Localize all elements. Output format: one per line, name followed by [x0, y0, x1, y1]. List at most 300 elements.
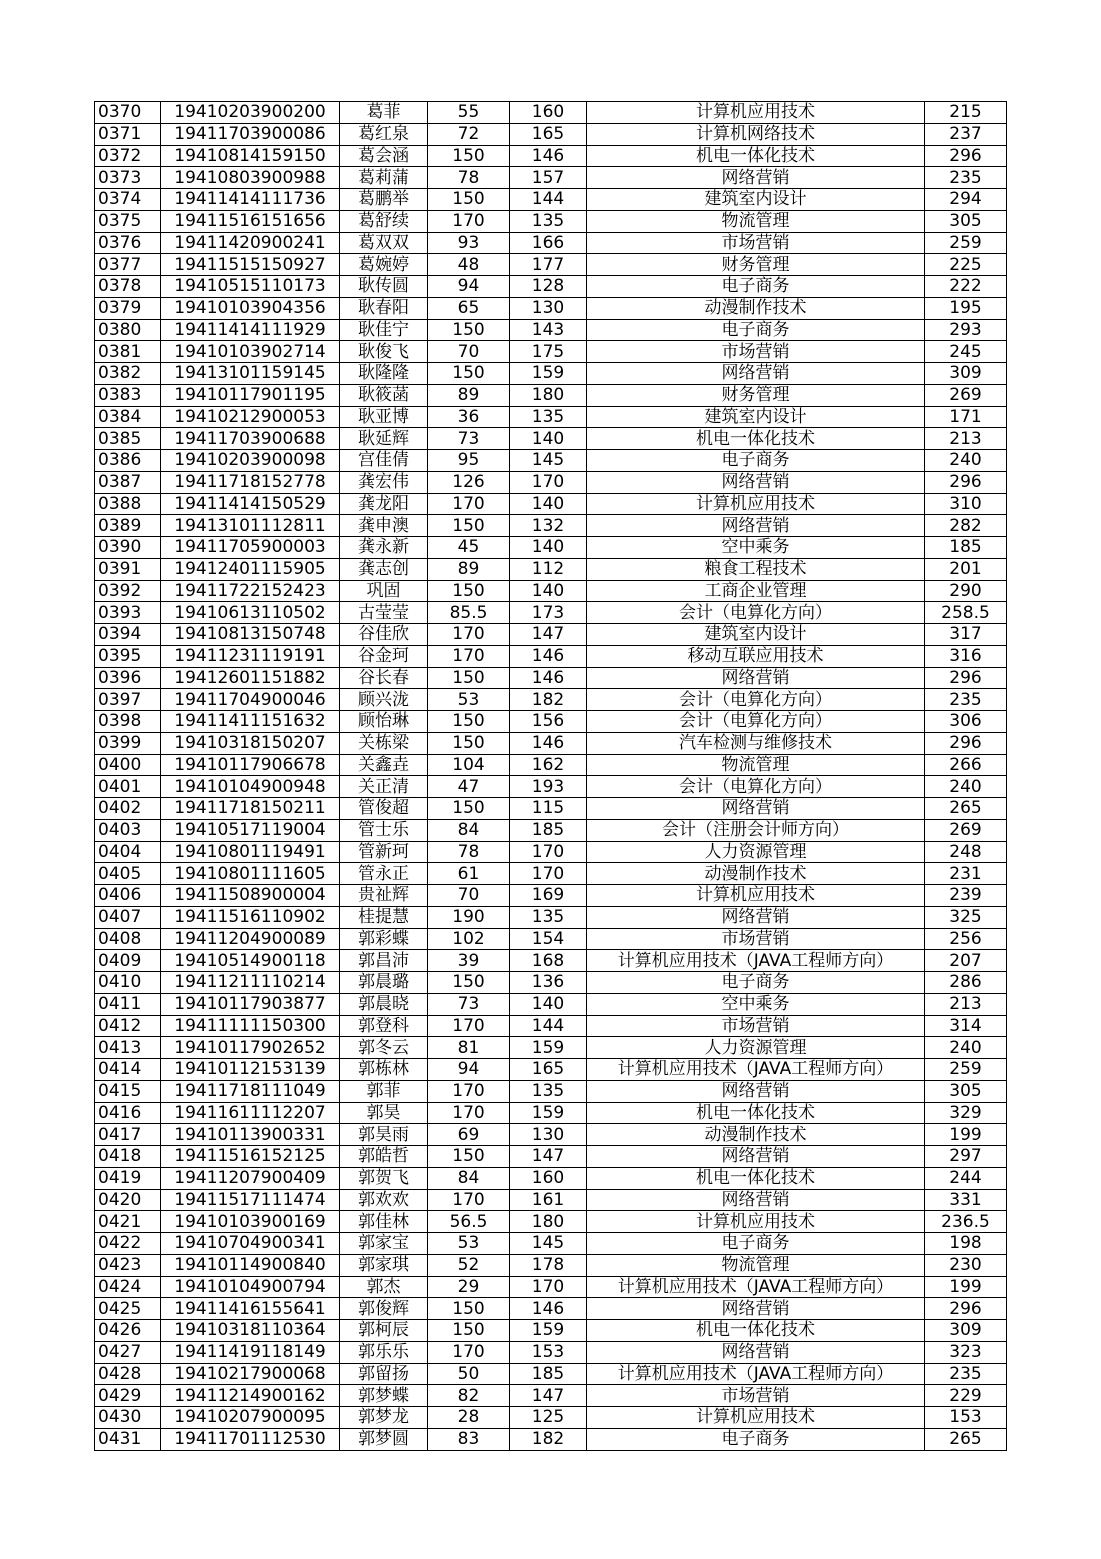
major-cell: 市场营销: [587, 341, 925, 363]
score-a-cell: 170: [428, 210, 510, 232]
serial-no-cell: 0394: [95, 624, 161, 646]
table-row: [95, 1124, 1007, 1146]
score-b-cell: 168: [510, 950, 587, 972]
table-row: [95, 363, 1007, 385]
major-cell: 建筑室内设计: [587, 189, 925, 211]
major-cell: 人力资源管理: [587, 841, 925, 863]
table-row: [95, 885, 1007, 907]
table-row: [95, 819, 1007, 841]
exam-id-cell: 19410212900053: [161, 406, 340, 428]
total-cell: 290: [925, 580, 1007, 602]
name-cell: 关鑫垚: [340, 754, 428, 776]
table-row: [95, 254, 1007, 276]
total-cell: 296: [925, 667, 1007, 689]
table-row: [95, 1428, 1007, 1450]
score-b-cell: 177: [510, 254, 587, 276]
table-row: [95, 754, 1007, 776]
serial-no-cell: 0380: [95, 319, 161, 341]
score-a-cell: 81: [428, 1037, 510, 1059]
table-row: [95, 993, 1007, 1015]
exam-id-cell: 19410114900840: [161, 1254, 340, 1276]
serial-no-cell: 0416: [95, 1102, 161, 1124]
major-cell: 电子商务: [587, 450, 925, 472]
serial-no-cell: 0404: [95, 841, 161, 863]
table-row: [95, 906, 1007, 928]
major-cell: 机电一体化技术: [587, 428, 925, 450]
serial-no-cell: 0419: [95, 1167, 161, 1189]
score-b-cell: 135: [510, 406, 587, 428]
serial-no-cell: 0410: [95, 972, 161, 994]
serial-no-cell: 0421: [95, 1211, 161, 1233]
exam-id-cell: 19411411151632: [161, 711, 340, 733]
score-a-cell: 150: [428, 667, 510, 689]
table-body: [95, 102, 1007, 1451]
total-cell: 236.5: [925, 1211, 1007, 1233]
total-cell: 256: [925, 928, 1007, 950]
table-row: [95, 471, 1007, 493]
score-b-cell: 147: [510, 624, 587, 646]
score-b-cell: 160: [510, 1167, 587, 1189]
name-cell: 郭昌沛: [340, 950, 428, 972]
major-cell: 电子商务: [587, 1233, 925, 1255]
total-cell: 309: [925, 363, 1007, 385]
table-row: [95, 493, 1007, 515]
score-b-cell: 178: [510, 1254, 587, 1276]
serial-no-cell: 0430: [95, 1407, 161, 1429]
total-cell: 213: [925, 428, 1007, 450]
score-a-cell: 73: [428, 993, 510, 1015]
major-cell: 机电一体化技术: [587, 1320, 925, 1342]
name-cell: 桂提慧: [340, 906, 428, 928]
exam-id-cell: 19410318110364: [161, 1320, 340, 1342]
score-a-cell: 84: [428, 1167, 510, 1189]
total-cell: 225: [925, 254, 1007, 276]
score-b-cell: 193: [510, 776, 587, 798]
exam-id-cell: 19410801111605: [161, 863, 340, 885]
total-cell: 213: [925, 993, 1007, 1015]
major-cell: 空中乘务: [587, 993, 925, 1015]
total-cell: 240: [925, 450, 1007, 472]
exam-id-cell: 19410203900200: [161, 102, 340, 124]
name-cell: 顾怡琳: [340, 711, 428, 733]
major-cell: 网络营销: [587, 906, 925, 928]
exam-id-cell: 19411701112530: [161, 1428, 340, 1450]
serial-no-cell: 0403: [95, 819, 161, 841]
exam-id-cell: 19410103902714: [161, 341, 340, 363]
major-cell: 机电一体化技术: [587, 145, 925, 167]
table-row: [95, 145, 1007, 167]
exam-id-cell: 19411703900086: [161, 123, 340, 145]
table-row: [95, 863, 1007, 885]
exam-id-cell: 19411414111736: [161, 189, 340, 211]
table-row: [95, 1037, 1007, 1059]
total-cell: 245: [925, 341, 1007, 363]
exam-id-cell: 19411204900089: [161, 928, 340, 950]
name-cell: 宫佳倩: [340, 450, 428, 472]
total-cell: 207: [925, 950, 1007, 972]
name-cell: 谷金珂: [340, 645, 428, 667]
name-cell: 管永正: [340, 863, 428, 885]
exam-id-cell: 19411419118149: [161, 1341, 340, 1363]
serial-no-cell: 0395: [95, 645, 161, 667]
serial-no-cell: 0376: [95, 232, 161, 254]
table-row: [95, 189, 1007, 211]
score-b-cell: 182: [510, 689, 587, 711]
exam-id-cell: 19410515110173: [161, 276, 340, 298]
name-cell: 谷长春: [340, 667, 428, 689]
score-b-cell: 145: [510, 1233, 587, 1255]
major-cell: 计算机应用技术（JAVA工程师方向）: [587, 950, 925, 972]
score-b-cell: 128: [510, 276, 587, 298]
table-row: [95, 1102, 1007, 1124]
score-b-cell: 146: [510, 1298, 587, 1320]
score-b-cell: 130: [510, 1124, 587, 1146]
score-b-cell: 144: [510, 189, 587, 211]
table-row: [95, 341, 1007, 363]
serial-no-cell: 0407: [95, 906, 161, 928]
serial-no-cell: 0384: [95, 406, 161, 428]
name-cell: 郭晨璐: [340, 972, 428, 994]
name-cell: 郭彩蝶: [340, 928, 428, 950]
score-b-cell: 147: [510, 1385, 587, 1407]
serial-no-cell: 0390: [95, 537, 161, 559]
score-b-cell: 145: [510, 450, 587, 472]
total-cell: 199: [925, 1124, 1007, 1146]
name-cell: 巩固: [340, 580, 428, 602]
score-a-cell: 69: [428, 1124, 510, 1146]
name-cell: 郭冬云: [340, 1037, 428, 1059]
serial-no-cell: 0411: [95, 993, 161, 1015]
serial-no-cell: 0372: [95, 145, 161, 167]
exam-id-cell: 19411231119191: [161, 645, 340, 667]
serial-no-cell: 0415: [95, 1080, 161, 1102]
name-cell: 郭柯辰: [340, 1320, 428, 1342]
serial-no-cell: 0423: [95, 1254, 161, 1276]
name-cell: 葛婉婷: [340, 254, 428, 276]
name-cell: 郭家宝: [340, 1233, 428, 1255]
score-a-cell: 150: [428, 1298, 510, 1320]
name-cell: 郭留扬: [340, 1363, 428, 1385]
score-b-cell: 112: [510, 558, 587, 580]
total-cell: 282: [925, 515, 1007, 537]
exam-id-cell: 19410104900948: [161, 776, 340, 798]
name-cell: 管士乐: [340, 819, 428, 841]
score-a-cell: 83: [428, 1428, 510, 1450]
name-cell: 耿佳宁: [340, 319, 428, 341]
score-a-cell: 150: [428, 732, 510, 754]
total-cell: 325: [925, 906, 1007, 928]
exam-id-cell: 19411508900004: [161, 885, 340, 907]
major-cell: 动漫制作技术: [587, 863, 925, 885]
score-a-cell: 50: [428, 1363, 510, 1385]
major-cell: 网络营销: [587, 667, 925, 689]
score-a-cell: 47: [428, 776, 510, 798]
table-row: [95, 1341, 1007, 1363]
serial-no-cell: 0414: [95, 1059, 161, 1081]
table-row: [95, 1189, 1007, 1211]
score-a-cell: 70: [428, 341, 510, 363]
total-cell: 309: [925, 1320, 1007, 1342]
exam-id-cell: 19410117906678: [161, 754, 340, 776]
serial-no-cell: 0401: [95, 776, 161, 798]
major-cell: 汽车检测与维修技术: [587, 732, 925, 754]
table-row: [95, 1233, 1007, 1255]
table-row: [95, 1320, 1007, 1342]
exam-id-cell: 19410514900118: [161, 950, 340, 972]
major-cell: 网络营销: [587, 471, 925, 493]
name-cell: 耿传圆: [340, 276, 428, 298]
name-cell: 郭佳林: [340, 1211, 428, 1233]
score-b-cell: 125: [510, 1407, 587, 1429]
name-cell: 郭梦龙: [340, 1407, 428, 1429]
major-cell: 财务管理: [587, 384, 925, 406]
total-cell: 259: [925, 232, 1007, 254]
exam-id-cell: 19411517111474: [161, 1189, 340, 1211]
score-a-cell: 52: [428, 1254, 510, 1276]
major-cell: 机电一体化技术: [587, 1167, 925, 1189]
serial-no-cell: 0383: [95, 384, 161, 406]
table-row: [95, 950, 1007, 972]
table-row: [95, 1080, 1007, 1102]
total-cell: 323: [925, 1341, 1007, 1363]
exam-id-cell: 19411420900241: [161, 232, 340, 254]
serial-no-cell: 0409: [95, 950, 161, 972]
exam-id-cell: 19412601151882: [161, 667, 340, 689]
total-cell: 171: [925, 406, 1007, 428]
score-a-cell: 89: [428, 558, 510, 580]
major-cell: 人力资源管理: [587, 1037, 925, 1059]
serial-no-cell: 0371: [95, 123, 161, 145]
major-cell: 会计（电算化方向）: [587, 711, 925, 733]
name-cell: 龚宏伟: [340, 471, 428, 493]
major-cell: 计算机应用技术: [587, 885, 925, 907]
exam-id-cell: 19411703900688: [161, 428, 340, 450]
total-cell: 310: [925, 493, 1007, 515]
score-a-cell: 94: [428, 276, 510, 298]
name-cell: 郭皓哲: [340, 1146, 428, 1168]
serial-no-cell: 0422: [95, 1233, 161, 1255]
major-cell: 计算机应用技术（JAVA工程师方向）: [587, 1276, 925, 1298]
score-a-cell: 53: [428, 689, 510, 711]
serial-no-cell: 0388: [95, 493, 161, 515]
table-row: [95, 1385, 1007, 1407]
major-cell: 电子商务: [587, 1428, 925, 1450]
score-a-cell: 150: [428, 798, 510, 820]
name-cell: 管新珂: [340, 841, 428, 863]
name-cell: 郭俊辉: [340, 1298, 428, 1320]
exam-id-cell: 19410203900098: [161, 450, 340, 472]
serial-no-cell: 0379: [95, 297, 161, 319]
name-cell: 郭乐乐: [340, 1341, 428, 1363]
serial-no-cell: 0386: [95, 450, 161, 472]
table-row: [95, 1059, 1007, 1081]
score-b-cell: 146: [510, 667, 587, 689]
table-row: [95, 624, 1007, 646]
score-b-cell: 154: [510, 928, 587, 950]
exam-id-cell: 19411718111049: [161, 1080, 340, 1102]
name-cell: 管俊超: [340, 798, 428, 820]
score-table: [94, 101, 1007, 1451]
table-row: [95, 537, 1007, 559]
score-b-cell: 170: [510, 841, 587, 863]
serial-no-cell: 0378: [95, 276, 161, 298]
total-cell: 259: [925, 1059, 1007, 1081]
table-row: [95, 1254, 1007, 1276]
table-row: [95, 841, 1007, 863]
score-a-cell: 170: [428, 624, 510, 646]
serial-no-cell: 0408: [95, 928, 161, 950]
score-b-cell: 185: [510, 1363, 587, 1385]
total-cell: 248: [925, 841, 1007, 863]
total-cell: 305: [925, 210, 1007, 232]
major-cell: 网络营销: [587, 363, 925, 385]
name-cell: 郭晨晓: [340, 993, 428, 1015]
name-cell: 耿隆隆: [340, 363, 428, 385]
score-a-cell: 56.5: [428, 1211, 510, 1233]
serial-no-cell: 0418: [95, 1146, 161, 1168]
name-cell: 关正清: [340, 776, 428, 798]
name-cell: 葛菲: [340, 102, 428, 124]
table-row: [95, 1015, 1007, 1037]
table-row: [95, 1407, 1007, 1429]
score-a-cell: 94: [428, 1059, 510, 1081]
major-cell: 计算机网络技术: [587, 123, 925, 145]
score-a-cell: 170: [428, 1341, 510, 1363]
serial-no-cell: 0370: [95, 102, 161, 124]
total-cell: 222: [925, 276, 1007, 298]
exam-id-cell: 19410117901195: [161, 384, 340, 406]
exam-id-cell: 19410113900331: [161, 1124, 340, 1146]
exam-id-cell: 19411214900162: [161, 1385, 340, 1407]
total-cell: 185: [925, 537, 1007, 559]
exam-id-cell: 19411704900046: [161, 689, 340, 711]
score-a-cell: 93: [428, 232, 510, 254]
total-cell: 266: [925, 754, 1007, 776]
serial-no-cell: 0377: [95, 254, 161, 276]
total-cell: 201: [925, 558, 1007, 580]
major-cell: 网络营销: [587, 515, 925, 537]
score-b-cell: 146: [510, 145, 587, 167]
name-cell: 顾兴泷: [340, 689, 428, 711]
exam-id-cell: 19410103904356: [161, 297, 340, 319]
major-cell: 会计（电算化方向）: [587, 689, 925, 711]
serial-no-cell: 0397: [95, 689, 161, 711]
total-cell: 296: [925, 471, 1007, 493]
score-b-cell: 159: [510, 1102, 587, 1124]
score-a-cell: 73: [428, 428, 510, 450]
score-a-cell: 39: [428, 950, 510, 972]
score-b-cell: 153: [510, 1341, 587, 1363]
serial-no-cell: 0400: [95, 754, 161, 776]
total-cell: 306: [925, 711, 1007, 733]
total-cell: 153: [925, 1407, 1007, 1429]
table-row: [95, 689, 1007, 711]
name-cell: 郭欢欢: [340, 1189, 428, 1211]
name-cell: 龚永新: [340, 537, 428, 559]
total-cell: 237: [925, 123, 1007, 145]
major-cell: 电子商务: [587, 972, 925, 994]
score-b-cell: 146: [510, 732, 587, 754]
exam-id-cell: 19410517119004: [161, 819, 340, 841]
total-cell: 215: [925, 102, 1007, 124]
exam-id-cell: 19410117903877: [161, 993, 340, 1015]
serial-no-cell: 0427: [95, 1341, 161, 1363]
total-cell: 296: [925, 732, 1007, 754]
score-b-cell: 165: [510, 1059, 587, 1081]
name-cell: 谷佳欣: [340, 624, 428, 646]
score-b-cell: 157: [510, 167, 587, 189]
score-a-cell: 150: [428, 580, 510, 602]
score-b-cell: 135: [510, 1080, 587, 1102]
score-a-cell: 170: [428, 1015, 510, 1037]
serial-no-cell: 0428: [95, 1363, 161, 1385]
table-row: [95, 319, 1007, 341]
score-b-cell: 180: [510, 1211, 587, 1233]
serial-no-cell: 0426: [95, 1320, 161, 1342]
name-cell: 郭梦蝶: [340, 1385, 428, 1407]
total-cell: 314: [925, 1015, 1007, 1037]
total-cell: 294: [925, 189, 1007, 211]
exam-id-cell: 19410803900988: [161, 167, 340, 189]
name-cell: 郭登科: [340, 1015, 428, 1037]
exam-id-cell: 19411211110214: [161, 972, 340, 994]
exam-id-cell: 19411515150927: [161, 254, 340, 276]
score-b-cell: 185: [510, 819, 587, 841]
serial-no-cell: 0393: [95, 602, 161, 624]
serial-no-cell: 0374: [95, 189, 161, 211]
exam-id-cell: 19410104900794: [161, 1276, 340, 1298]
major-cell: 计算机应用技术: [587, 1211, 925, 1233]
exam-id-cell: 19411516151656: [161, 210, 340, 232]
score-b-cell: 135: [510, 210, 587, 232]
major-cell: 物流管理: [587, 1254, 925, 1276]
score-b-cell: 140: [510, 537, 587, 559]
serial-no-cell: 0420: [95, 1189, 161, 1211]
table-row: [95, 1298, 1007, 1320]
exam-id-cell: 19410217900068: [161, 1363, 340, 1385]
serial-no-cell: 0391: [95, 558, 161, 580]
major-cell: 动漫制作技术: [587, 1124, 925, 1146]
serial-no-cell: 0396: [95, 667, 161, 689]
score-b-cell: 159: [510, 1037, 587, 1059]
name-cell: 郭梦圆: [340, 1428, 428, 1450]
score-a-cell: 170: [428, 1189, 510, 1211]
score-b-cell: 156: [510, 711, 587, 733]
exam-id-cell: 19410103900169: [161, 1211, 340, 1233]
score-b-cell: 135: [510, 906, 587, 928]
score-b-cell: 132: [510, 515, 587, 537]
score-a-cell: 72: [428, 123, 510, 145]
serial-no-cell: 0387: [95, 471, 161, 493]
table-row: [95, 428, 1007, 450]
major-cell: 会计（电算化方向）: [587, 776, 925, 798]
name-cell: 龚申澳: [340, 515, 428, 537]
score-b-cell: 165: [510, 123, 587, 145]
score-b-cell: 146: [510, 645, 587, 667]
total-cell: 265: [925, 1428, 1007, 1450]
score-b-cell: 170: [510, 1276, 587, 1298]
total-cell: 329: [925, 1102, 1007, 1124]
score-a-cell: 84: [428, 819, 510, 841]
total-cell: 297: [925, 1146, 1007, 1168]
total-cell: 235: [925, 689, 1007, 711]
total-cell: 240: [925, 1037, 1007, 1059]
exam-id-cell: 19411722152423: [161, 580, 340, 602]
score-a-cell: 95: [428, 450, 510, 472]
major-cell: 物流管理: [587, 210, 925, 232]
table-row: [95, 297, 1007, 319]
score-a-cell: 170: [428, 1102, 510, 1124]
